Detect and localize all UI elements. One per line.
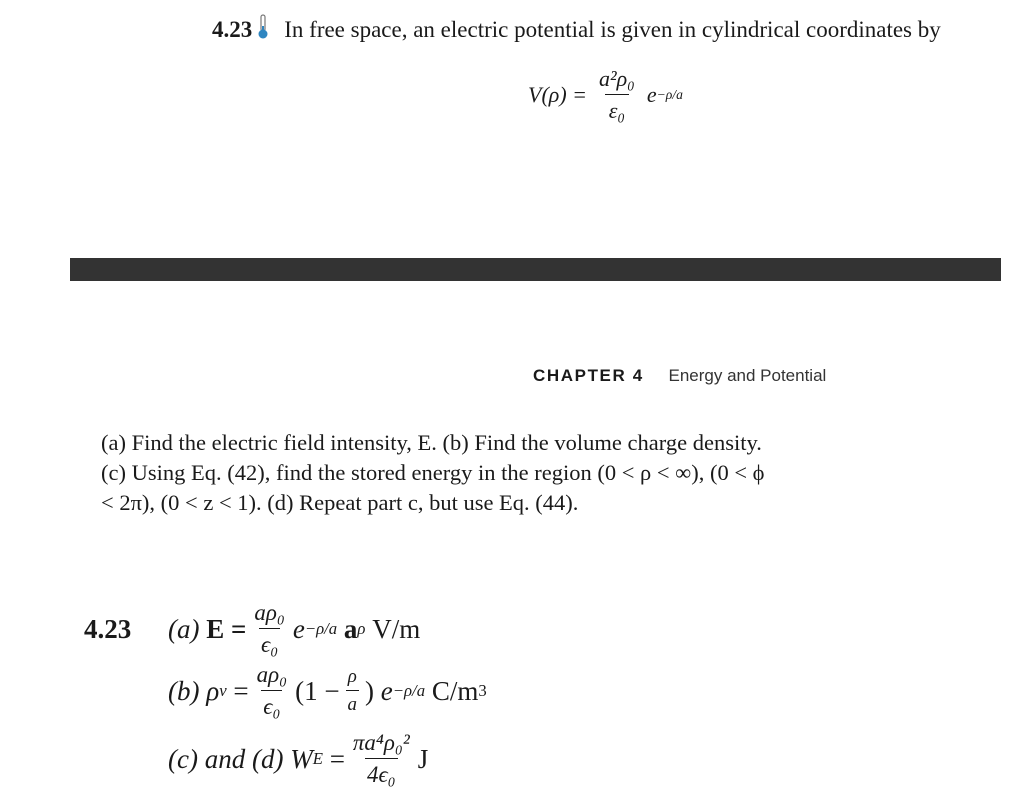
formula-exp-base: e	[646, 82, 657, 107]
answer-b-label: (b)	[168, 675, 200, 706]
chapter-label: CHAPTER 4	[533, 366, 644, 385]
answer-b-inner-den: a	[346, 690, 359, 716]
answer-c-lhs: W	[290, 743, 313, 774]
problem-parts	[101, 428, 765, 518]
potential-formula	[528, 66, 683, 124]
answer-c-label: (c) and (d)	[168, 743, 284, 774]
thermometer-icon	[256, 14, 270, 46]
answer-a-exp-power: −ρ/a	[304, 619, 338, 638]
problem-statement: In free space, an electric potential is given in cylindrical coordinates by	[284, 17, 941, 42]
formula-exponent: −ρ/a	[656, 87, 683, 102]
answer-a-exp: e	[292, 613, 305, 644]
answer-a-vector-sub: ρ	[357, 619, 366, 638]
answer-b-lhs-sub: v	[219, 681, 227, 700]
answer-b	[168, 662, 487, 720]
answer-a-numerator: aρ₀	[254, 600, 285, 625]
answer-c-numerator: πa⁴ρ₀²	[352, 730, 410, 755]
answer-a	[84, 600, 420, 658]
answer-c-unit: J	[417, 743, 429, 774]
answer-b-unit: C/m	[431, 675, 479, 706]
problem-number: 4.23	[212, 17, 253, 42]
answer-c	[168, 730, 428, 788]
answer-c-eq: =	[329, 743, 345, 774]
formula-lhs: V(ρ) =	[528, 82, 587, 107]
parts-line-2: (c) Using Eq. (42), find the stored energy in the region (0 < ρ < ∞), (0 < ϕ	[101, 460, 765, 485]
answer-b-numerator: aρ₀	[256, 662, 288, 687]
answer-b-paren-open: (1 −	[295, 675, 340, 706]
answer-c-fraction	[351, 730, 412, 788]
problem-header	[212, 14, 941, 46]
chapter-header	[533, 366, 826, 386]
page-separator-bar	[70, 258, 1001, 281]
answer-b-exp: e	[380, 675, 393, 706]
answer-b-denominator: ϵ₀	[261, 690, 282, 720]
parts-line-3: < 2π), (0 < z < 1). (d) Repeat part c, but use Eq. (44).	[101, 490, 579, 515]
answer-b-inner-num: ρ	[347, 666, 357, 687]
answer-a-denominator: ϵ₀	[259, 628, 280, 658]
answer-b-unit-power: 3	[478, 681, 487, 700]
answer-b-lhs: ρ	[206, 675, 220, 706]
parts-line-1: (a) Find the electric field intensity, E. (b) Find the volume charge density.	[101, 430, 762, 455]
answer-b-exp-power: −ρ/a	[392, 681, 426, 700]
answer-b-eq: =	[233, 675, 249, 706]
answer-b-fraction	[255, 662, 289, 720]
answer-c-lhs-sub: E	[312, 749, 323, 768]
answer-a-fraction	[252, 600, 286, 658]
answer-a-unit: V/m	[372, 613, 421, 644]
formula-denominator: ε₀	[605, 94, 629, 124]
answer-a-unit-vector: a	[343, 613, 358, 644]
formula-fraction	[595, 66, 639, 124]
answer-number: 4.23	[84, 613, 132, 644]
answer-b-paren-close: )	[365, 675, 374, 706]
answer-a-lhs: E =	[206, 613, 247, 644]
chapter-title: Energy and Potential	[668, 366, 827, 385]
formula-numerator: a²ρ₀	[599, 66, 635, 91]
answer-b-inner-fraction	[346, 666, 359, 716]
answer-a-label: (a)	[168, 613, 200, 644]
answer-c-denominator: 4ϵ₀	[365, 758, 398, 788]
